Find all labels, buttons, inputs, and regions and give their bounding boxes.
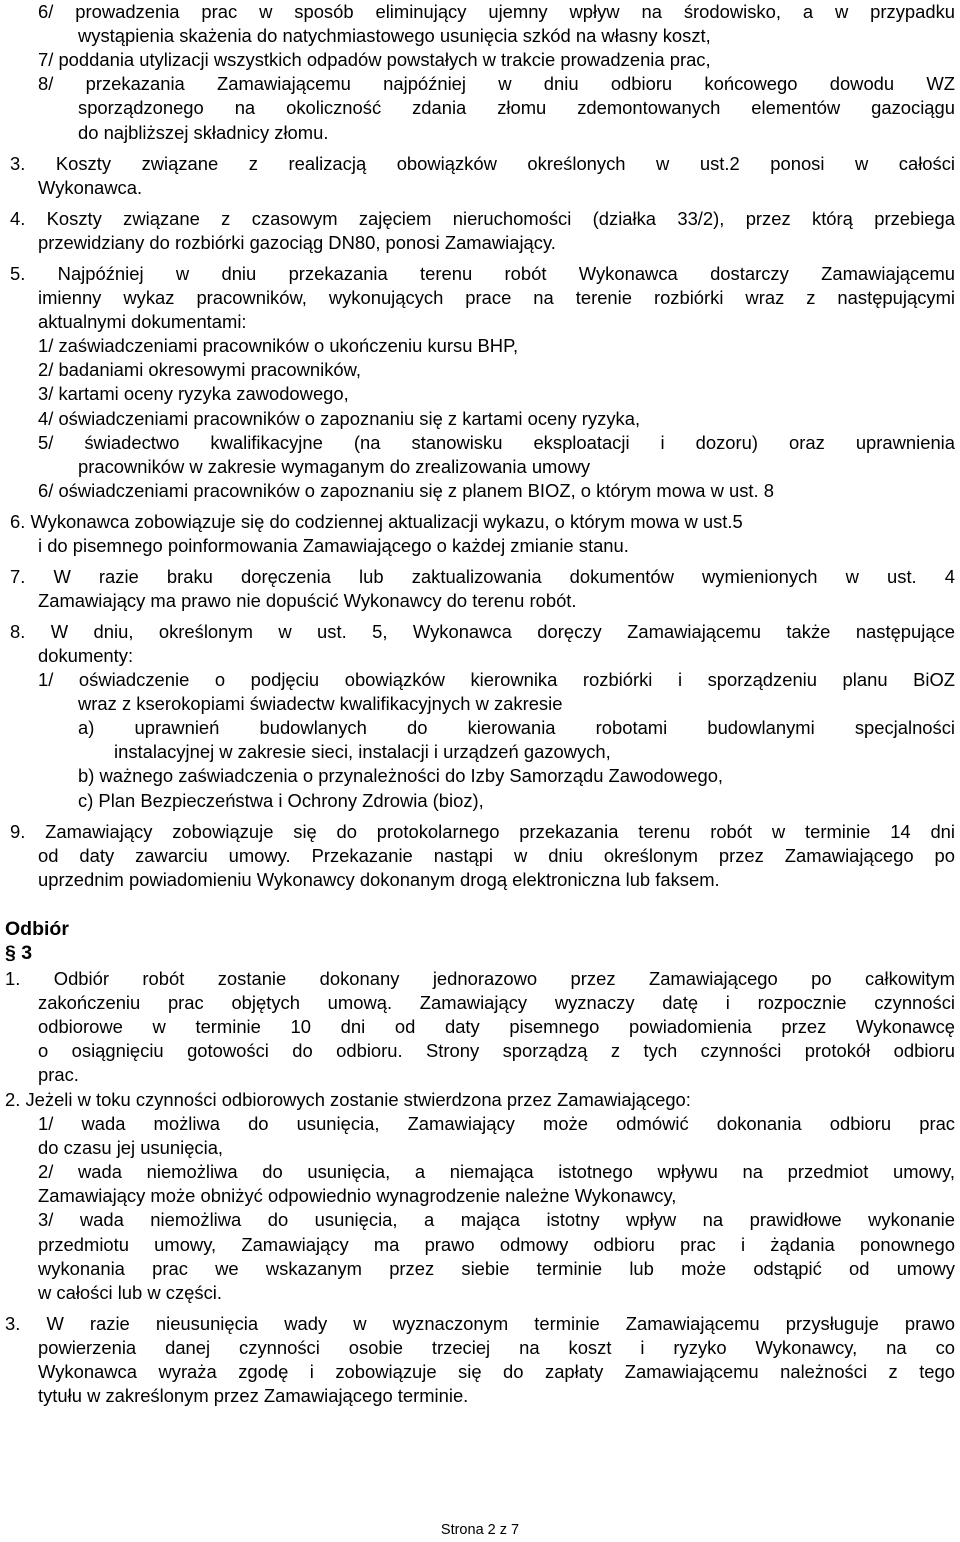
text-line: powierzenia danej czynności osobie trzeciej na koszt i ryzyko Wykonawcy, na co — [38, 1337, 955, 1358]
text-line: c) Plan Bezpieczeństwa i Ochrony Zdrowia (bioz), — [78, 790, 484, 811]
text-line: o osiągnięciu gotowości do odbioru. Strony sporządzą z tych czynności protokół odbioru — [38, 1040, 955, 1061]
text-line: 3/ kartami oceny ryzyka zawodowego, — [38, 383, 349, 404]
text-line: przewidziany do rozbiórki gazociąg DN80, ponosi Zamawiający. — [38, 232, 556, 253]
text-line: 2/ badaniami okresowymi pracowników, — [38, 359, 362, 380]
text-line: 1/ wada możliwa do usunięcia, Zamawiający może odmówić dokonania odbioru prac — [38, 1113, 955, 1134]
text-line: 2. Jeżeli w toku czynności odbiorowych zostanie stwierdzona przez Zamawiającego: — [5, 1089, 691, 1110]
text-line: pracowników w zakresie wymaganym do zrealizowania umowy — [78, 456, 591, 477]
text-line: 3. Koszty związane z realizacją obowiązków określonych w ust.2 ponosi w całości — [10, 153, 955, 174]
text-line: a) uprawnień budowlanych do kierowania robotami budowlanymi specjalności — [78, 717, 955, 738]
text-line: 3. W razie nieusunięcia wady w wyznaczonym terminie Zamawiającemu przysługuje prawo — [5, 1313, 955, 1334]
text-line: odbiorowe w terminie 10 dni od daty pisemnego powiadomienia przez Wykonawcę — [38, 1016, 955, 1037]
text-line: 9. Zamawiający zobowiązuje się do protokolarnego przekazania terenu robót w terminie 14 dni — [10, 821, 955, 842]
text-line: tytułu w zakreślonym przez Zamawiającego terminie. — [38, 1385, 469, 1406]
text-line: Zamawiający może obniżyć odpowiednio wynagrodzenie należne Wykonawcy, — [38, 1185, 677, 1206]
text-line: wykonania prac we wskazanym przez siebie terminie lub może odstąpić od umowy — [38, 1258, 955, 1279]
text-line: wraz z kserokopiami świadectw kwalifikacyjnych w zakresie — [78, 693, 563, 714]
text-line: do czasu jej usunięcia, — [38, 1137, 224, 1158]
text-line: 1. Odbiór robót zostanie dokonany jednorazowo przez Zamawiającego po całkowitym — [5, 968, 955, 989]
text-line: 4/ oświadczeniami pracowników o zapoznaniu się z kartami oceny ryzyka, — [38, 408, 641, 429]
text-line: Wykonawca wyraża zgodę i zobowiązuje się do zapłaty Zamawiającemu należności z tego — [38, 1361, 955, 1382]
text-line: 7. W razie braku doręczenia lub zaktualizowania dokumentów wymienionych w ust. 4 — [10, 566, 955, 587]
text-line: i do pisemnego poinformowania Zamawiającego o każdej zmianie stanu. — [38, 535, 629, 556]
text-line: 3/ wada niemożliwa do usunięcia, a mająca istotny wpływ na prawidłowe wykonanie — [38, 1209, 955, 1230]
text-line: 6. Wykonawca zobowiązuje się do codziennej aktualizacji wykazu, o którym mowa w ust.5 — [10, 511, 743, 532]
text-line: Zamawiający ma prawo nie dopuścić Wykonawcy do terenu robót. — [38, 590, 577, 611]
text-line: prac. — [38, 1064, 79, 1085]
section-heading: Odbiór — [5, 918, 69, 940]
text-line: w całości lub w części. — [38, 1282, 222, 1303]
text-line: przedmiotu umowy, Zamawiający ma prawo odmowy odbioru prac i żądania ponownego — [38, 1234, 955, 1255]
text-line: aktualnymi dokumentami: — [38, 311, 247, 332]
page-footer: Strona 2 z 7 — [440, 1522, 520, 1538]
text-line: 8. W dniu, określonym w ust. 5, Wykonawca doręczy Zamawiającemu także następujące — [10, 621, 955, 642]
text-line: zakończeniu prac objętych umową. Zamawiający wyznaczy datę i rozpocznie czynności — [38, 992, 955, 1013]
text-line: uprzednim powiadomieniu Wykonawcy dokonanym drogą elektroniczna lub faksem. — [38, 869, 720, 890]
text-line: sporządzonego na okoliczność zdania złomu zdemontowanych elementów gazociągu — [78, 97, 955, 118]
text-line: instalacyjnej w zakresie sieci, instalacji i urządzeń gazowych, — [114, 741, 611, 762]
text-line: b) ważnego zaświadczenia o przynależności do Izby Samorządu Zawodowego, — [78, 765, 724, 786]
text-line: 6/ oświadczeniami pracowników o zapoznaniu się z planem BIOZ, o którym mowa w ust. 8 — [38, 480, 774, 501]
text-line: 5. Najpóźniej w dniu przekazania terenu robót Wykonawca dostarczy Zamawiającemu — [10, 263, 955, 284]
text-line: 4. Koszty związane z czasowym zajęciem nieruchomości (działka 33/2), przez którą przebiega — [10, 208, 955, 229]
text-line: od daty zawarciu umowy. Przekazanie nastąpi w dniu określonym przez Zamawiającego po — [38, 845, 955, 866]
text-line: 2/ wada niemożliwa do usunięcia, a niemająca istotnego wpływu na przedmiot umowy, — [38, 1161, 955, 1182]
text-line: imienny wykaz pracowników, wykonujących prace na terenie rozbiórki wraz z następującymi — [38, 287, 955, 308]
text-line: 1/ oświadczenie o podjęciu obowiązków kierownika rozbiórki i sporządzeniu planu BiOZ — [38, 669, 955, 690]
section-heading: § 3 — [5, 942, 33, 964]
text-line: wystąpienia skażenia do natychmiastowego usunięcia szkód na własny koszt, — [78, 25, 711, 46]
text-line: 7/ poddania utylizacji wszystkich odpadów powstałych w trakcie prowadzenia prac, — [38, 49, 711, 70]
text-line: 1/ zaświadczeniami pracowników o ukończeniu kursu BHP, — [38, 335, 519, 356]
text-line: 6/ prowadzenia prac w sposób eliminujący ujemny wpływ na środowisko, a w przypadku — [38, 1, 955, 22]
text-line: 8/ przekazania Zamawiającemu najpóźniej w dniu odbioru końcowego dowodu WZ — [38, 73, 955, 94]
text-line: dokumenty: — [38, 645, 134, 666]
text-line: 5/ świadectwo kwalifikacyjne (na stanowisku eksploatacji i dozoru) oraz uprawnienia — [38, 432, 955, 453]
text-line: do najbliższej składnicy złomu. — [78, 122, 329, 143]
text-line: Wykonawca. — [38, 177, 143, 198]
